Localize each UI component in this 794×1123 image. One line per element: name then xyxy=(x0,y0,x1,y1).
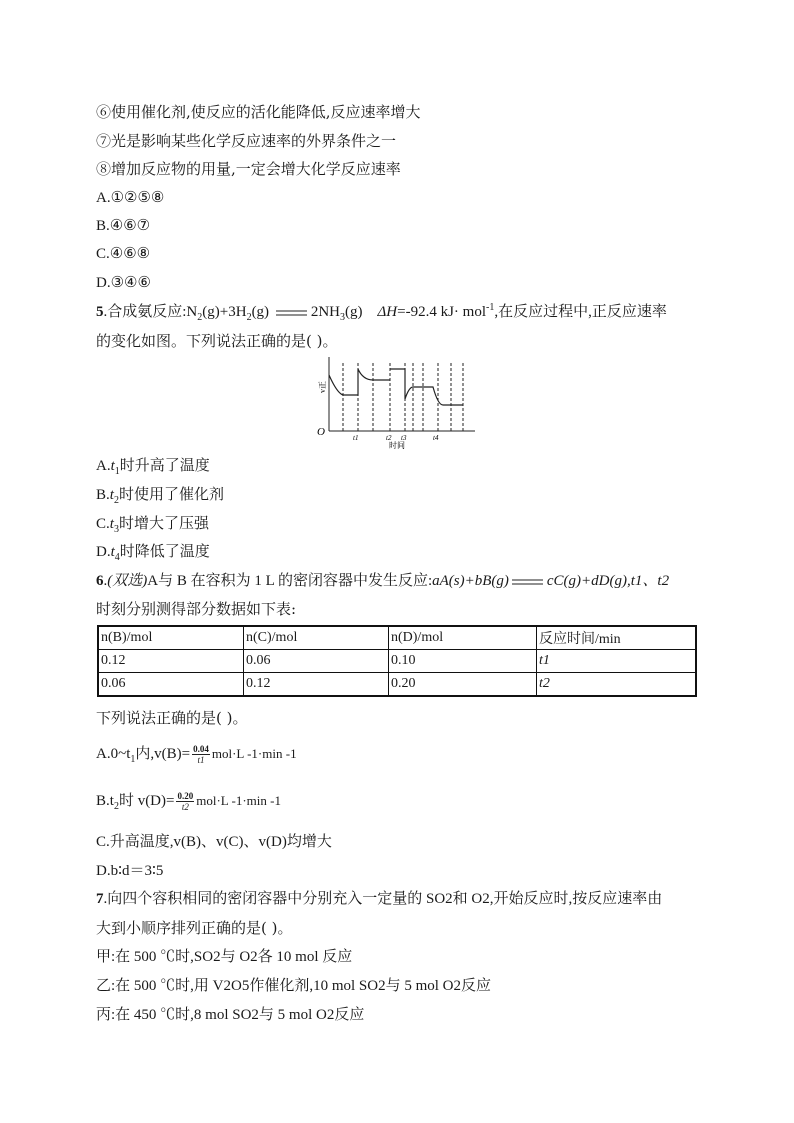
tick-t1: t1 xyxy=(353,434,359,442)
q4-option-c: C.④⑥⑧ xyxy=(96,246,151,262)
q7-case-bing: 丙:在 450 ℃时,8 mol SO2与 5 mol O2反应 xyxy=(96,1007,365,1023)
q7-line2: 大到小顺序排列正确的是( )。 xyxy=(96,919,293,937)
table-header: 反应时间/min xyxy=(537,626,697,650)
q6-stem: 6.(双选)A与 B 在容积为 1 L 的密闭容器中发生反应:aA(s)+bB(g) cC(g)+dD(g),t1、t2 xyxy=(96,573,670,589)
table-cell: 0.12 xyxy=(98,650,244,673)
q5-line2: 的变化如图。下列说法正确的是( )。 xyxy=(96,332,338,350)
table-header-row xyxy=(98,626,696,650)
tick-t4: t4 xyxy=(433,434,439,442)
q6-option-c: C.升高温度,v(B)、v(C)、v(D)均增大 xyxy=(96,834,332,850)
q7-stem: 7.向四个容积相同的密闭容器中分别充入一定量的 SO2和 O2,开始反应时,按反应速率由 xyxy=(96,891,663,907)
table-header: n(D)/mol xyxy=(389,626,537,650)
q6-tag: (双选) xyxy=(107,573,148,589)
tick-t2: t2 xyxy=(386,434,392,442)
rate-time-chart xyxy=(313,355,483,455)
q6-number: 6 xyxy=(96,573,104,589)
q6-option-b: $B.t_2$时 v(D)= $\frac{0.20}{t2}$ mol·L -1·min -1 xyxy=(96,791,281,813)
x-axis-label: 时间 xyxy=(389,441,405,450)
table-row xyxy=(98,673,696,697)
table-cell: 0.06 xyxy=(244,650,389,673)
q5-option-b: $B.t_2$时使用了催化剂 xyxy=(96,487,224,506)
reaction-arrow-icon xyxy=(511,577,545,587)
tick-t3: t3 xyxy=(401,434,407,442)
statement-7: ⑦光是影响某些化学反应速率的外界条件之一 xyxy=(96,132,397,150)
q7-number: 7 xyxy=(96,891,104,907)
table-row xyxy=(98,650,696,673)
table-header: n(C)/mol xyxy=(244,626,389,650)
fraction: $\frac{0.04}{t1}$ xyxy=(193,744,209,766)
table-header: n(B)/mol xyxy=(98,626,244,650)
q6-option-a: $A.0\sim t_1$内,v(B)= $\frac{0.04}{t1}$ mol·L -1·min -1 xyxy=(96,744,297,766)
q5-option-a: $A.t_1$时升高了温度 xyxy=(96,458,210,477)
origin-label: O xyxy=(317,426,325,438)
fraction: $\frac{0.20}{t2}$ xyxy=(177,791,194,813)
q6-data-table xyxy=(97,625,697,697)
q4-option-b: B.④⑥⑦ xyxy=(96,218,151,234)
table-cell: 0.10 xyxy=(389,650,537,673)
q7-case-yi: 乙:在 500 ℃时,用 V2O5作催化剂,10 mol SO2与 5 mol O2反应 xyxy=(96,978,492,994)
table-cell: 0.20 xyxy=(389,673,537,697)
q6-line2: 时刻分别测得部分数据如下表: xyxy=(96,600,297,618)
rate-curve xyxy=(329,369,463,405)
table-cell: t2 xyxy=(537,673,697,697)
reversible-arrow-icon xyxy=(275,308,309,318)
q6-question: 下列说法正确的是( )。 xyxy=(96,709,248,727)
q5-option-d: $D.t_4$时降低了温度 xyxy=(96,544,210,563)
q4-option-a: A.①②⑤⑧ xyxy=(96,190,165,206)
statement-8: ⑧增加反应物的用量,一定会增大化学反应速率 xyxy=(96,160,401,178)
y-axis-label: v正 xyxy=(318,381,327,393)
q5-stem: 5.合成氨反应$:N_2(g)+3H_2(g)$ $2NH_3(g)$ ΔH=-92.4 kJ· mol$^{-1}$,在反应过程中,正反应速率 xyxy=(96,302,667,323)
q4-option-d: D.③④⑥ xyxy=(96,275,151,291)
q5-number: 5 xyxy=(96,304,104,320)
q5-option-c: $C.t_3$时增大了压强 xyxy=(96,516,209,535)
statement-6: ⑥使用催化剂,使反应的活化能降低,反应速率增大 xyxy=(96,103,421,121)
q6-option-d: D.b∶d＝3∶5 xyxy=(96,863,164,879)
table-cell: t1 xyxy=(537,650,697,673)
table-cell: 0.06 xyxy=(98,673,244,697)
q7-case-jia: 甲:在 500 ℃时,SO2与 O2各 10 mol 反应 xyxy=(96,949,353,965)
table-cell: 0.12 xyxy=(244,673,389,697)
